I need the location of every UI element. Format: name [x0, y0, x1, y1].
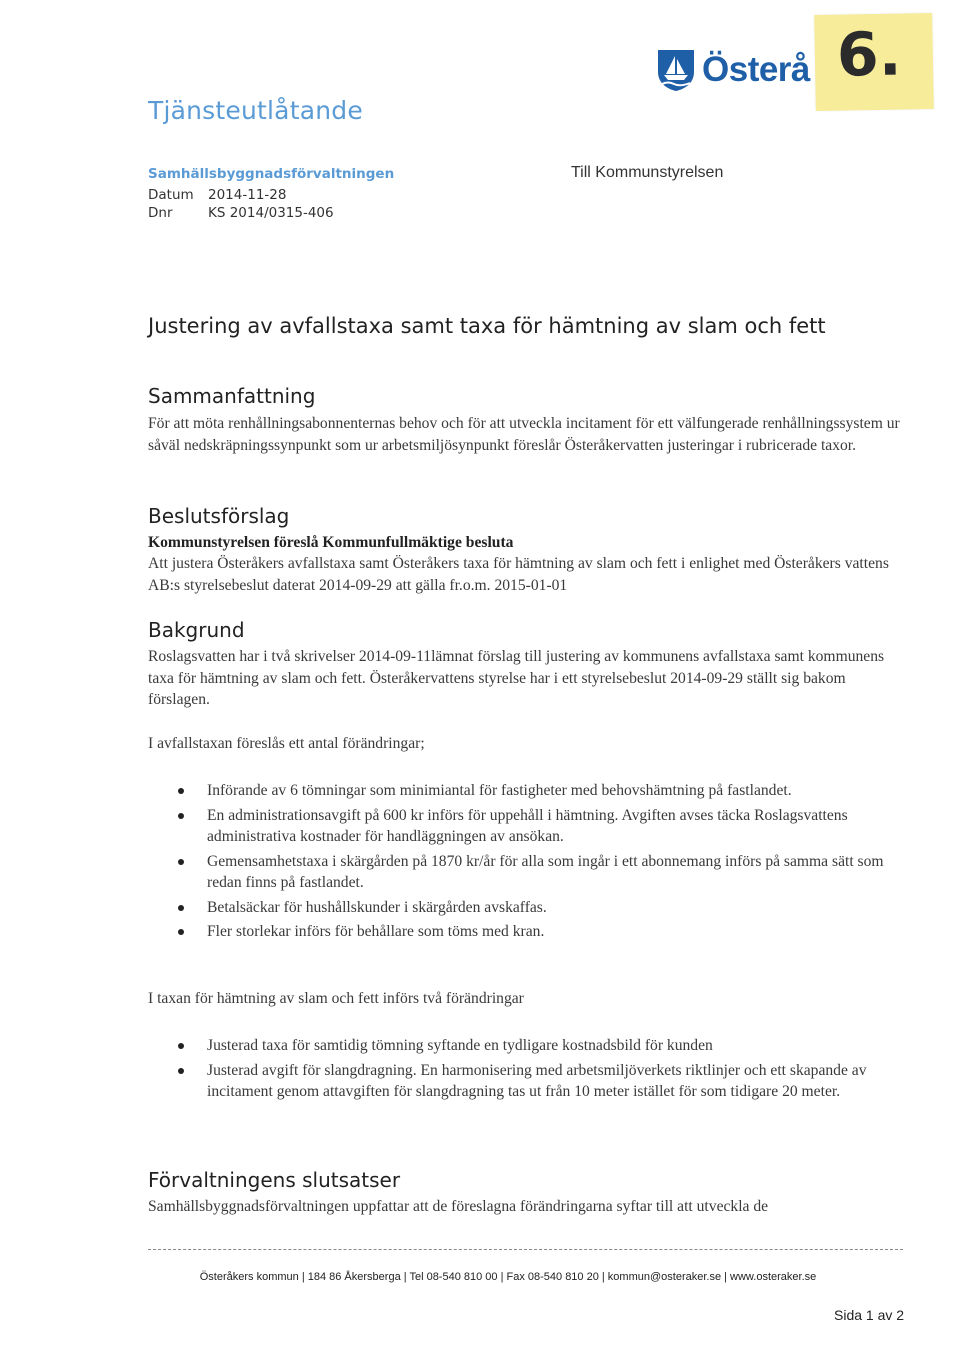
waste-tariff-changes-list	[148, 780, 908, 946]
list-item: Betalsäckar för hushållskunder i skärgården avskaffas.	[148, 897, 908, 919]
list-item: Införande av 6 tömningar som minimiantal för fastigheter med behovshämtning på fastlandet.	[148, 780, 908, 802]
sludge-tariff-changes-list	[148, 1035, 908, 1106]
department-name: Samhällsbyggnadsförvaltningen	[148, 166, 395, 182]
waste-tariff-intro: I avfallstaxan föreslås ett antal förändringar;	[148, 735, 425, 752]
page-number: Sida 1 av 2	[834, 1307, 905, 1323]
document-type-heading: Tjänsteutlåtande	[148, 96, 363, 125]
dnr-row	[148, 205, 334, 221]
proposal-text: Att justera Österåkers avfallstaxa samt Österåkers taxa för hämtning av slam och fett i enlighet med Österåkers vattens AB:s styrelsebeslut daterat 2014-09-29 att gälla fr.o.m. 2015-01-01	[148, 555, 889, 594]
background-text: Roslagsvatten har i två skrivelser 2014-09-11lämnat förslag till justering av kommunens avfallstaxa samt kommunens taxa för hämtning av slam och fett. Österåkervattens styrelse har i ett styrelsebeslut 2014-09-29 ställt sig bakom förslagen.	[148, 648, 885, 708]
background-heading: Bakgrund	[148, 618, 245, 642]
sticky-note	[814, 13, 934, 111]
proposal-heading: Beslutsförslag	[148, 504, 290, 528]
proposal-subheading: Kommunstyrelsen föreslå Kommunfullmäktige besluta	[148, 534, 514, 551]
date-label: Datum	[148, 187, 194, 203]
list-item: Justerad avgift för slangdragning. En harmonisering med arbetsmiljöverkets riktlinjer och ett skapande av incitament genom attavgiften för slangdragning tas ut från 10 meter istället för som tidigare 20 meter.	[148, 1060, 908, 1103]
recipient: Till Kommunstyrelsen	[571, 164, 724, 181]
footer-divider	[148, 1249, 903, 1250]
list-item: En administrationsavgift på 600 kr införs för uppehåll i hämtning. Avgiften avses täcka Roslagsvattens administrativa kostnader för handläggningen av ansökan.	[148, 805, 908, 848]
conclusions-text: Samhällsbyggnadsförvaltningen uppfattar att de föreslagna förändringarna syftar till att utveckla de	[148, 1198, 769, 1215]
dnr-value: KS 2014/0315-406	[208, 205, 334, 221]
list-item: Justerad taxa för samtidig tömning syftande en tydligare kostnadsbild för kunden	[148, 1035, 908, 1057]
summary-text: För att möta renhållningsabonnenternas behov och för att utveckla incitament för ett välfungerade renhållningssystem ur såväl nedskräpningssynpunkt som ur arbetsmiljösynpunkt föreslår Österåkervatten justeringar i rubricerade taxor.	[148, 415, 900, 454]
sludge-tariff-intro: I taxan för hämtning av slam och fett införs två förändringar	[148, 990, 524, 1007]
summary-heading: Sammanfattning	[148, 384, 316, 408]
list-item: Fler storlekar införs för behållare som töms med kran.	[148, 921, 908, 943]
date-row	[148, 187, 286, 203]
footer-contact: Österåkers kommun | 184 86 Åkersberga | Tel 08-540 810 00 | Fax 08-540 810 20 | kommun@osteraker.se | www.osteraker.se	[199, 1271, 817, 1283]
list-item: Gemensamhetstaxa i skärgården på 1870 kr/år för alla som ingår i ett abonnemang införs på samma sätt som redan finns på fastlandet.	[148, 851, 908, 894]
date-value: 2014-11-28	[208, 187, 287, 203]
dnr-label: Dnr	[148, 205, 173, 221]
coat-of-arms-icon	[656, 48, 696, 92]
document-title: Justering av avfallstaxa samt taxa för hämtning av slam och fett	[148, 314, 826, 338]
handwritten-item-number: 6.	[836, 19, 903, 91]
municipality-logo	[656, 46, 810, 94]
conclusions-heading: Förvaltningens slutsatser	[148, 1168, 401, 1192]
logo-wordmark: Österå	[702, 50, 810, 89]
